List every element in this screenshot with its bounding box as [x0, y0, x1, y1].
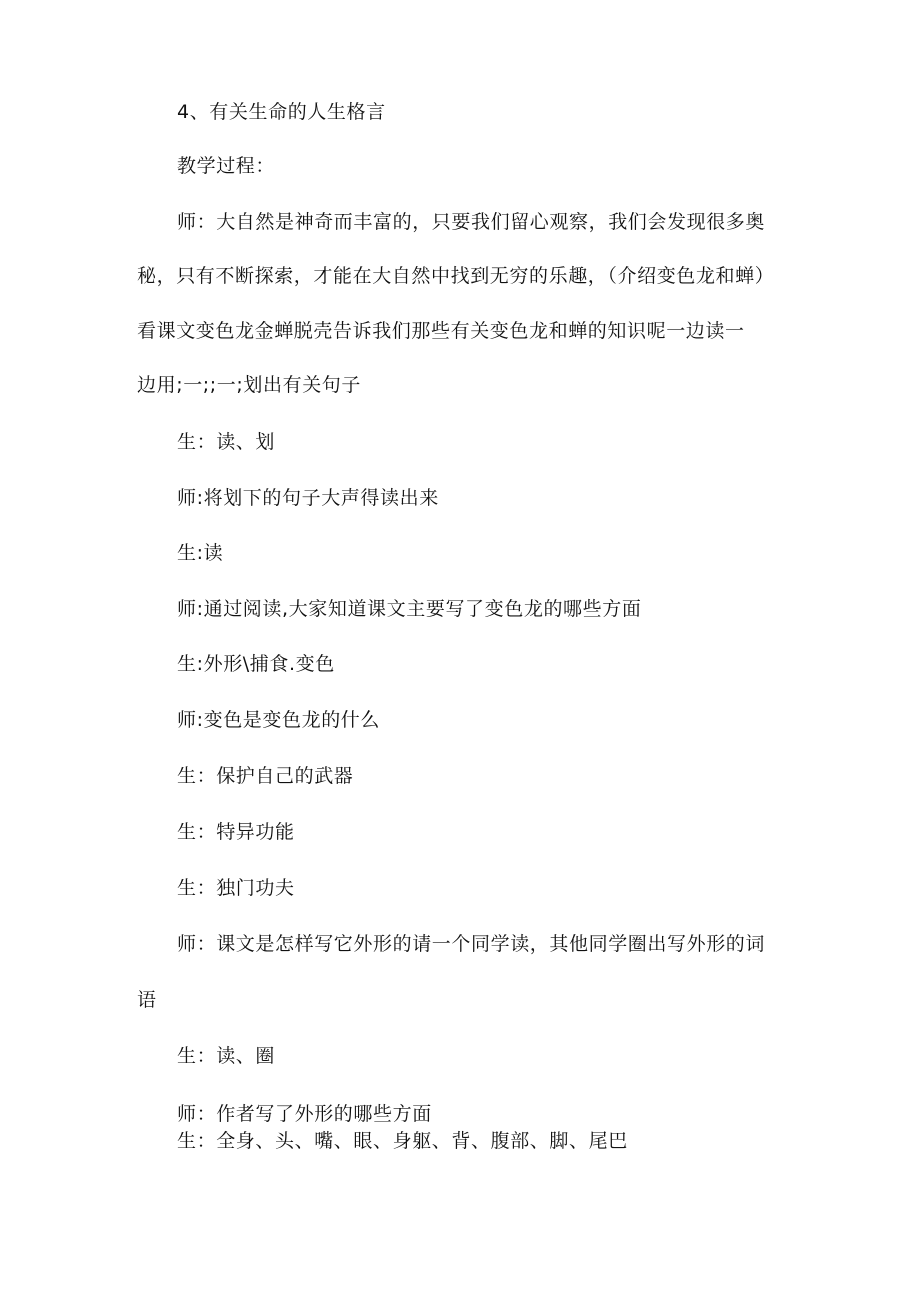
- dialogue-line: 师:变色是变色龙的什么: [177, 709, 381, 731]
- paragraph-line: 边用;一;;一;划出有关句子: [137, 374, 362, 396]
- paragraph-line: 看课文变色龙金蝉脱壳告诉我们那些有关变色龙和蝉的知识呢一边读一: [137, 320, 745, 342]
- dialogue-line: 生：全身、头、嘴、眼、身躯、背、腹部、脚、尾巴: [177, 1130, 628, 1152]
- dialogue-line: 生：独门功夫: [177, 877, 295, 899]
- paragraph-line: 师：大自然是神奇而丰富的，只要我们留心观察，我们会发现很多奥: [177, 211, 766, 233]
- paragraph-line: 秘，只有不断探索，才能在大自然中找到无穷的乐趣，（介绍变色龙和蝉）: [137, 265, 775, 287]
- dialogue-line: 师:将划下的句子大声得读出来: [177, 487, 439, 509]
- dialogue-line: 师:通过阅读,大家知道课文主要写了变色龙的哪些方面: [177, 598, 642, 620]
- section-label: 教学过程：: [177, 155, 276, 177]
- dialogue-line: 生：保护自己的武器: [177, 765, 354, 787]
- paragraph-line: 师：课文是怎样写它外形的请一个同学读，其他同学圈出写外形的词: [177, 933, 766, 955]
- heading-item: 4、有关生命的人生格言: [177, 101, 386, 123]
- dialogue-line: 师：作者写了外形的哪些方面: [177, 1103, 432, 1125]
- dialogue-line: 生:读: [177, 542, 224, 564]
- dialogue-line: 生：特异功能: [177, 821, 295, 843]
- dialogue-line: 生：读、圈: [177, 1045, 276, 1067]
- paragraph-line: 语: [137, 989, 157, 1011]
- dialogue-line: 生：读、划: [177, 431, 276, 453]
- dialogue-line: 生:外形\捕食.变色: [177, 653, 335, 675]
